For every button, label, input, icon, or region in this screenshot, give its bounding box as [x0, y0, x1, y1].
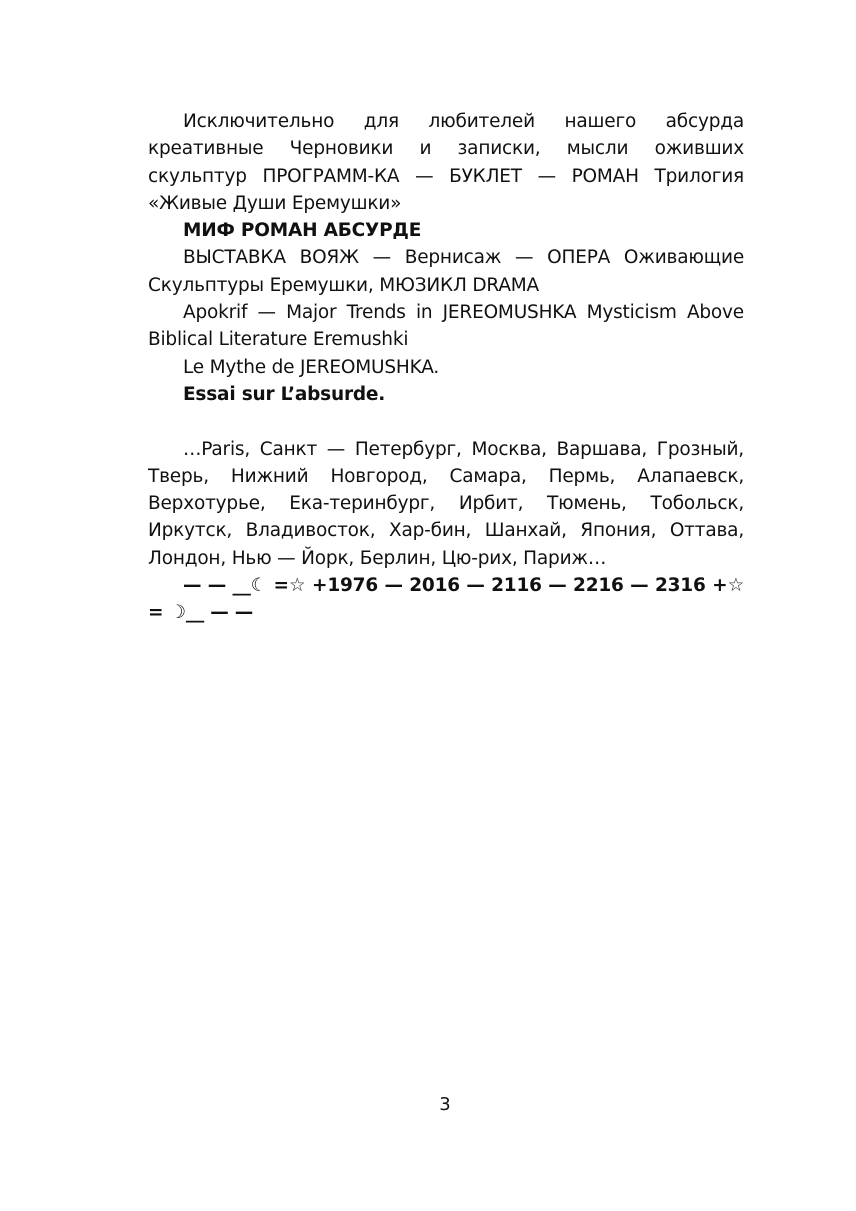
paragraph-exhibition: ВЫСТАВКА ВОЯЖ — Вернисаж — ОПЕРА Оживающие Скульптуры Еремушки, МЮЗИКЛ DRAMA — [148, 247, 744, 296]
paragraph-years: — — __☾ =☆ +1976 — 2016 — 2116 — 2216 — 2316 +☆ = ☽__ — — — [148, 575, 744, 624]
paragraph-spacer — [148, 408, 744, 435]
paragraph-essai: Essai sur L’absurde. — [183, 383, 386, 405]
page-number: 3 — [439, 1094, 451, 1115]
paragraph-intro: Исключительно для любителей нашего абсурда креативные Черновики и записки, мысли оживших скульптур ПРОГРАММ-КА — БУКЛЕТ — РОМАН Трилогия «Живые Души Еремушки» — [148, 111, 744, 214]
paragraph-heading-myth: МИФ РОМАН АБСУРДЕ — [183, 220, 422, 242]
paragraph-cities: …Paris, Санкт — Петербург, Москва, Варшава, Грозный, Тверь, Нижний Новгород, Самара, Пермь, Алапаевск, Верхотурье, Ека-теринбург, Ирбит, Тюмень, Тобольск, Иркутск, Владивосток, Хар-бин, Шанхай, Япония, Оттава, Лондон, Нью — Йорк, Берлин, Цю-рих, Париж… — [148, 438, 744, 569]
paragraph-mythe: Le Mythe de JEREOMUSHKA. — [183, 356, 440, 378]
paragraph-apokrif: Apokrif — Major Trends in JEREOMUSHKA Mysticism Above Biblical Literature Eremushki — [148, 302, 744, 351]
body-text — [148, 108, 744, 627]
